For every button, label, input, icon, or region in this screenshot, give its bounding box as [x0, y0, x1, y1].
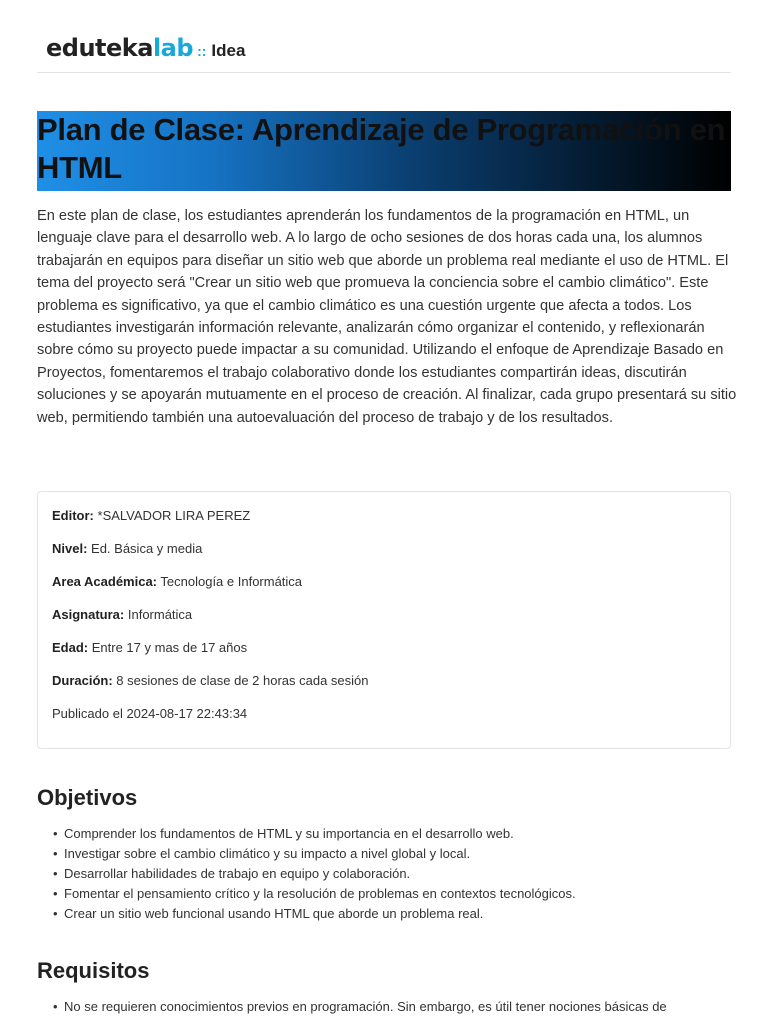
info-area: [52, 574, 302, 589]
list-item: • Crear un sitio web funcional usando HTML que aborde un problema real.: [37, 904, 731, 924]
list-item: • No se requieren conocimientos previos en programación. Sin embargo, es útil tener nociones básicas de: [37, 997, 737, 1017]
info-published-date: Publicado el 2024-08-17 22:43:34: [52, 706, 248, 721]
page-title: Plan de Clase: Aprendizaje de Programación en HTML: [37, 112, 726, 185]
requisitos-list: [37, 997, 737, 1017]
list-item: • Comprender los fundamentos de HTML y su importancia en el desarrollo web.: [37, 824, 731, 844]
info-duracion-value: 8 sesiones de clase de 2 horas cada sesión: [116, 673, 369, 688]
list-item: • Desarrollar habilidades de trabajo en equipo y colaboración.: [37, 864, 731, 884]
requisitos-heading: Requisitos: [37, 958, 150, 983]
info-asignatura-value: Informática: [127, 607, 193, 622]
info-asignatura-label: Asignatura:: [52, 607, 125, 622]
logo-separator: ::: [197, 43, 207, 59]
logo-accent-text: lab: [152, 34, 194, 62]
info-edad-value: Entre 17 y mas de 17 años: [91, 640, 248, 655]
list-item: • Investigar sobre el cambio climático y su impacto a nivel global y local.: [37, 844, 731, 864]
objetivos-list: [37, 824, 731, 924]
info-nivel-label: Nivel:: [52, 541, 88, 556]
info-editor-label: Editor:: [52, 508, 94, 523]
info-edad-label: Edad:: [52, 640, 89, 655]
info-area-value: Tecnología e Informática: [160, 574, 303, 589]
intro-paragraph: En este plan de clase, los estudiantes aprenderán los fundamentos de la programación en HTML, un lenguaje clave para el desarrollo web. A lo largo de ocho sesiones de dos horas cada una, los alumnos trabajarán en equipos para diseñar un sitio web que aborde un problema real mediante el uso de HTML. El tema del proyecto será "Crear un sitio web que promueva la conciencia sobre el cambio climático". Este problema es significativo, ya que el cambio climático es una cuestión urgente que afecta a todos. Los estudiantes investigarán información relevante, analizarán cómo organizar el contenido, y reflexionarán sobre cómo su proyecto puede impactar a su comunidad. Utilizando el enfoque de Aprendizaje Basado en Proyectos, fomentaremos el trabajo colaborativo donde los estudiantes compartirán ideas, discutirán soluciones y se apoyarán mutuamente en el proceso de creación. Al finalizar, cada grupo presentará su sitio web, permitiendo también una autoevaluación del proceso de trabajo y de los resultados.: [37, 208, 737, 426]
info-area-label: Area Académica:: [52, 574, 158, 589]
logo-main-text: eduteka: [46, 34, 153, 62]
info-editor: [52, 508, 250, 523]
logo-section-label: Idea: [211, 41, 246, 60]
list-item: • Fomentar el pensamiento crítico y la resolución de problemas en contextos tecnológicos.: [37, 884, 731, 904]
info-nivel: [52, 541, 202, 556]
site-header: [37, 30, 731, 73]
plan-info-card: [37, 491, 731, 749]
objetivos-heading: Objetivos: [37, 785, 138, 810]
info-duracion: [52, 673, 369, 688]
title-banner: [37, 111, 731, 191]
info-edad: [52, 640, 247, 655]
eduteka-logo[interactable]: [46, 34, 245, 62]
info-nivel-value: Ed. Básica y media: [91, 541, 203, 556]
info-duracion-label: Duración:: [52, 673, 113, 688]
info-asignatura: [52, 607, 192, 622]
info-editor-value: *SALVADOR LIRA PEREZ: [97, 508, 251, 523]
